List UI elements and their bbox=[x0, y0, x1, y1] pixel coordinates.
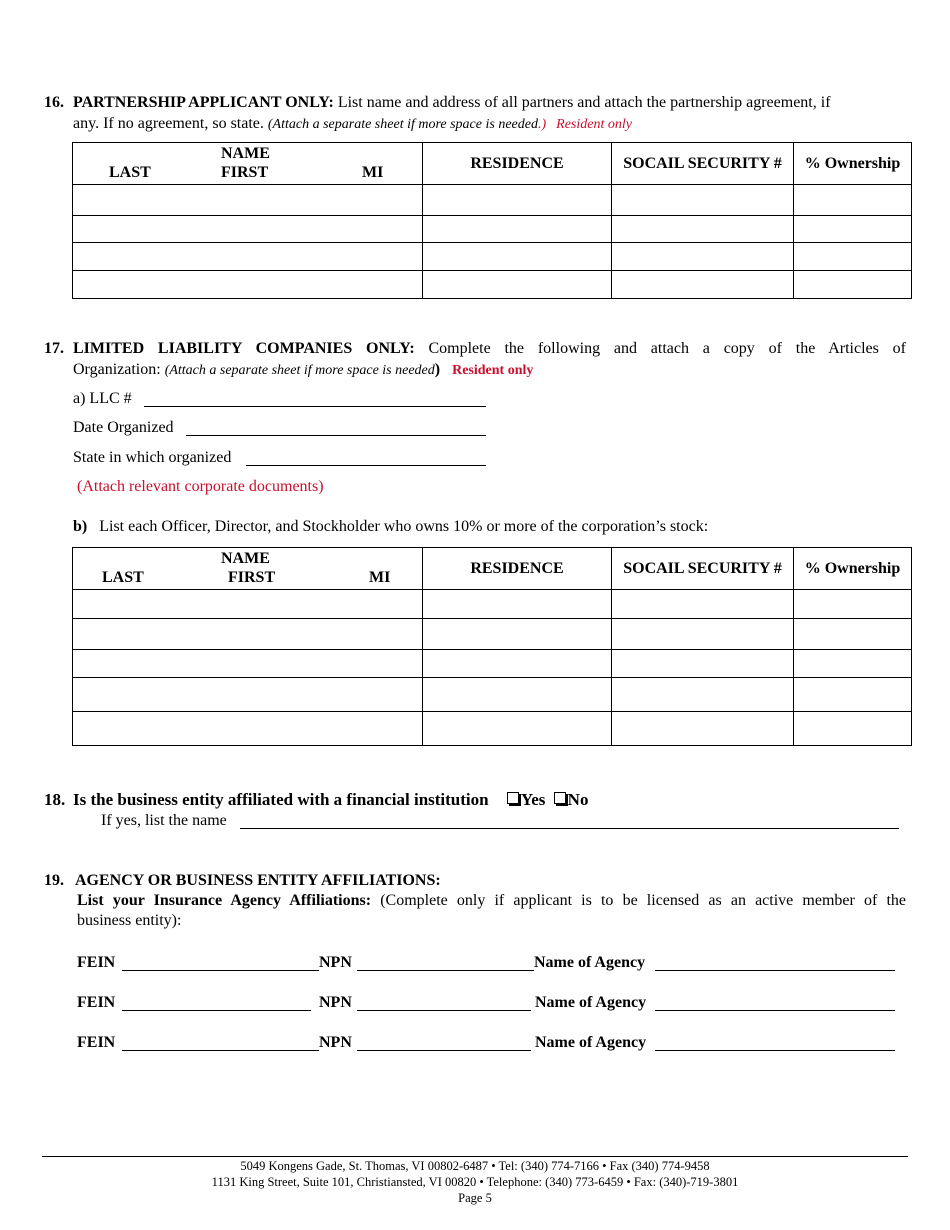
section-16-text1: List name and address of all partners and attach the partnership agreement, if bbox=[337, 94, 831, 111]
npn-label: NPN bbox=[319, 954, 352, 971]
state-organized-label: State in which organized bbox=[73, 449, 232, 466]
state-organized-field[interactable] bbox=[246, 465, 486, 466]
footer-address-2: 1131 King Street, Suite 101, Christiansted, VI 00820 • Telephone: (340) 773-6459 • Fax: (340)-719-3801 bbox=[211, 1175, 739, 1189]
name-header bbox=[73, 548, 423, 590]
section-17-text2: Organization: bbox=[73, 361, 161, 378]
fein-label: FEIN bbox=[77, 1034, 116, 1051]
first-label: FIRST bbox=[228, 569, 276, 586]
name-label: NAME bbox=[221, 145, 270, 162]
llc-number-label: a) LLC # bbox=[73, 390, 132, 407]
section-16-title: PARTNERSHIP APPLICANT ONLY: bbox=[73, 94, 334, 111]
section-18-question: Is the business entity affiliated with a financial institution bbox=[73, 790, 489, 809]
npn-field[interactable] bbox=[357, 1050, 531, 1051]
table-row bbox=[73, 185, 912, 216]
footer-address-1: 5049 Kongens Gade, St. Thomas, VI 00802-6487 • Tel: (340) 774-7166 • Fax (340) 774-9458 bbox=[240, 1159, 710, 1173]
ssn-header: SOCAIL SECURITY # bbox=[612, 143, 794, 185]
section-17-text1: Complete the following and attach a copy of the Articles of bbox=[428, 340, 907, 357]
institution-name-field[interactable] bbox=[240, 828, 899, 829]
attach-documents-note: (Attach relevant corporate documents) bbox=[77, 478, 324, 495]
if-yes-label: If yes, list the name bbox=[101, 812, 227, 829]
officers-table bbox=[72, 547, 912, 746]
npn-label: NPN bbox=[319, 1034, 352, 1051]
section-17-resident-only: Resident only bbox=[452, 363, 534, 378]
residence-header: RESIDENCE bbox=[423, 548, 612, 590]
name-label: NAME bbox=[221, 550, 270, 567]
mi-label: MI bbox=[369, 569, 391, 586]
npn-field[interactable] bbox=[357, 1010, 531, 1011]
residence-header: RESIDENCE bbox=[423, 143, 612, 185]
section-19-line1 bbox=[77, 892, 906, 910]
section-16-line2 bbox=[73, 115, 906, 133]
section-19-list-text2: business entity): bbox=[77, 912, 182, 929]
section-18-number: 18. bbox=[44, 790, 66, 809]
section-16-note: (Attach a separate sheet if more space is needed.) bbox=[267, 117, 547, 132]
section-19-number: 19. bbox=[44, 872, 64, 889]
section-19-list-label: List your Insurance Agency Affiliations: bbox=[77, 892, 372, 909]
table-row bbox=[73, 650, 912, 678]
section-17-line1 bbox=[73, 340, 906, 358]
no-checkbox[interactable] bbox=[554, 792, 566, 804]
section-16-number: 16. bbox=[44, 94, 64, 111]
table-row bbox=[73, 243, 912, 271]
table-row bbox=[73, 712, 912, 746]
fein-field[interactable] bbox=[122, 1050, 319, 1051]
fein-label: FEIN bbox=[77, 954, 116, 971]
agency-name-field[interactable] bbox=[655, 1050, 895, 1051]
agency-name-field[interactable] bbox=[655, 970, 895, 971]
agency-name-label: Name of Agency bbox=[535, 994, 647, 1011]
section-17b-label: b) bbox=[73, 518, 88, 535]
ownership-header: % Ownership bbox=[794, 143, 912, 185]
mi-label: MI bbox=[362, 164, 384, 181]
agency-name-label: Name of Agency bbox=[534, 954, 646, 971]
npn-label: NPN bbox=[319, 994, 352, 1011]
table-row bbox=[73, 590, 912, 619]
table-row bbox=[73, 619, 912, 650]
llc-number-field[interactable] bbox=[144, 406, 486, 407]
section-17-number: 17. bbox=[44, 340, 64, 357]
table-row bbox=[73, 678, 912, 712]
yes-option[interactable]: Yes bbox=[507, 790, 546, 809]
ownership-header: % Ownership bbox=[794, 548, 912, 590]
footer-divider bbox=[42, 1156, 908, 1157]
table-row bbox=[73, 271, 912, 299]
section-17-line2: Organization: (Attach a separate sheet if more space is needed) Resident only bbox=[73, 361, 534, 378]
section-16-resident-only: Resident only bbox=[556, 117, 632, 132]
table-row bbox=[73, 216, 912, 243]
ssn-header: SOCAIL SECURITY # bbox=[612, 548, 794, 590]
section-17b-text: List each Officer, Director, and Stockholder who owns 10% or more of the corporation’s stock: bbox=[99, 518, 709, 535]
fein-field[interactable] bbox=[122, 970, 319, 971]
agency-name-label: Name of Agency bbox=[535, 1034, 647, 1051]
yes-checkbox[interactable] bbox=[507, 792, 519, 804]
section-16-text2: any. If no agreement, so state. bbox=[73, 115, 264, 132]
page-number: Page 5 bbox=[458, 1191, 492, 1205]
fein-field[interactable] bbox=[122, 1010, 311, 1011]
section-18-question-line bbox=[73, 790, 588, 810]
partners-table bbox=[72, 142, 912, 299]
first-label: FIRST bbox=[221, 164, 269, 181]
section-17b-line bbox=[73, 518, 708, 536]
section-16-line1 bbox=[73, 94, 906, 112]
section-17-note: (Attach a separate sheet if more space is needed bbox=[164, 363, 435, 378]
date-organized-field[interactable] bbox=[186, 435, 486, 436]
npn-field[interactable] bbox=[357, 970, 534, 971]
section-19-title: AGENCY OR BUSINESS ENTITY AFFILIATIONS: bbox=[75, 872, 441, 889]
date-organized-label: Date Organized bbox=[73, 419, 174, 436]
section-19-list-text1: (Complete only if applicant is to be licensed as an active member of the bbox=[380, 892, 906, 909]
fein-label: FEIN bbox=[77, 994, 116, 1011]
section-17-title: LIMITED LIABILITY COMPANIES ONLY: bbox=[73, 340, 415, 357]
no-option[interactable]: No bbox=[554, 790, 589, 809]
agency-name-field[interactable] bbox=[655, 1010, 895, 1011]
name-header bbox=[73, 143, 423, 185]
last-label: LAST bbox=[102, 569, 144, 586]
last-label: LAST bbox=[109, 164, 151, 181]
